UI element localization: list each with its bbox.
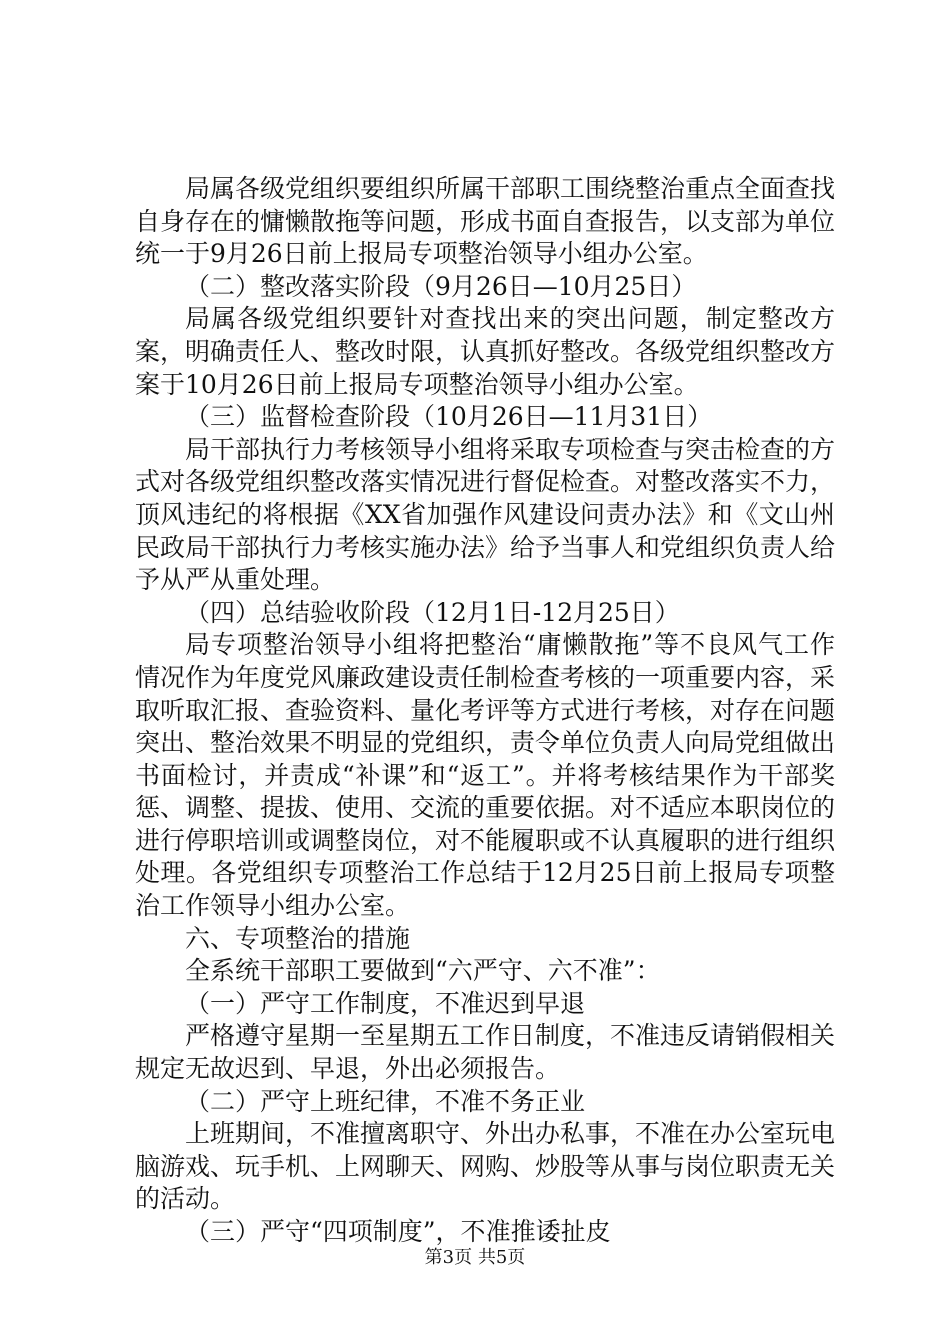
- body-paragraph: 全系统干部职工要做到“六严守、六不准”：: [185, 956, 661, 986]
- section-heading: （二）整改落实阶段（9月26日—10月25日）: [185, 271, 697, 301]
- body-paragraph: 局属各级党组织要针对查找出来的突出问题，制定整改方案，明确责任人、整改时限，认真抓好整改。各级党组织整改方案于10月26日前上报局专项整治领导小组办公室。: [135, 304, 836, 399]
- body-paragraph: 严格遵守星期一至星期五工作日制度，不准违反请销假相关规定无故迟到、早退，外出必须报告。: [135, 1021, 836, 1084]
- subsection-heading: （二）严守上班纪律，不准不务正业: [185, 1086, 586, 1116]
- section-heading: 六、专项整治的措施: [185, 923, 411, 953]
- subsection-heading: （三）严守“四项制度”，不准推诿扯皮: [185, 1217, 611, 1246]
- body-paragraph: 局专项整治领导小组将把整治“庸懒散拖”等不良风气工作情况作为年度党风廉政建设责任制检查考核的一项重要内容，采取听取汇报、查验资料、量化考评等方式进行考核，对存在问题突出、整治效果不明显的党组织，责令单位负责人向局党组做出书面检讨，并责成“补课”和“返工”。并将考核结果作为干部奖惩、调整、提拔、使用、交流的重要依据。对不适应本职岗位的进行停职培训或调整岗位，对不能履职或不认真履职的进行组织处理。各党组织专项整治工作总结于12月25日前上报局专项整治工作领导小组办公室。: [135, 630, 836, 921]
- document-body: [135, 173, 835, 1249]
- section-heading: （四）总结验收阶段（12月1日-12月25日）: [185, 597, 680, 627]
- page-footer: 第3页 共5页: [424, 1247, 526, 1268]
- subsection-heading: （一）严守工作制度，不准迟到早退: [185, 988, 586, 1018]
- body-paragraph: 局属各级党组织要组织所属干部职工围绕整治重点全面查找自身存在的慵懒散拖等问题，形成书面自查报告，以支部为单位统一于9月26日前上报局专项整治领导小组办公室。: [135, 174, 836, 269]
- body-paragraph: 上班期间，不准擅离职守、外出办私事，不准在办公室玩电脑游戏、玩手机、上网聊天、网购、炒股等从事与岗位职责无关的活动。: [135, 1119, 836, 1214]
- section-heading: （三）监督检查阶段（10月26日—11月31日）: [185, 402, 713, 432]
- body-paragraph: 局干部执行力考核领导小组将采取专项检查与突击检查的方式对各级党组织整改落实情况进行督促检查。对整改落实不力，顶风违纪的将根据《XX省加强作风建设问责办法》和《文山州民政局干部执行力考核实施办法》给予当事人和党组织负责人给予从严从重处理。: [135, 434, 836, 595]
